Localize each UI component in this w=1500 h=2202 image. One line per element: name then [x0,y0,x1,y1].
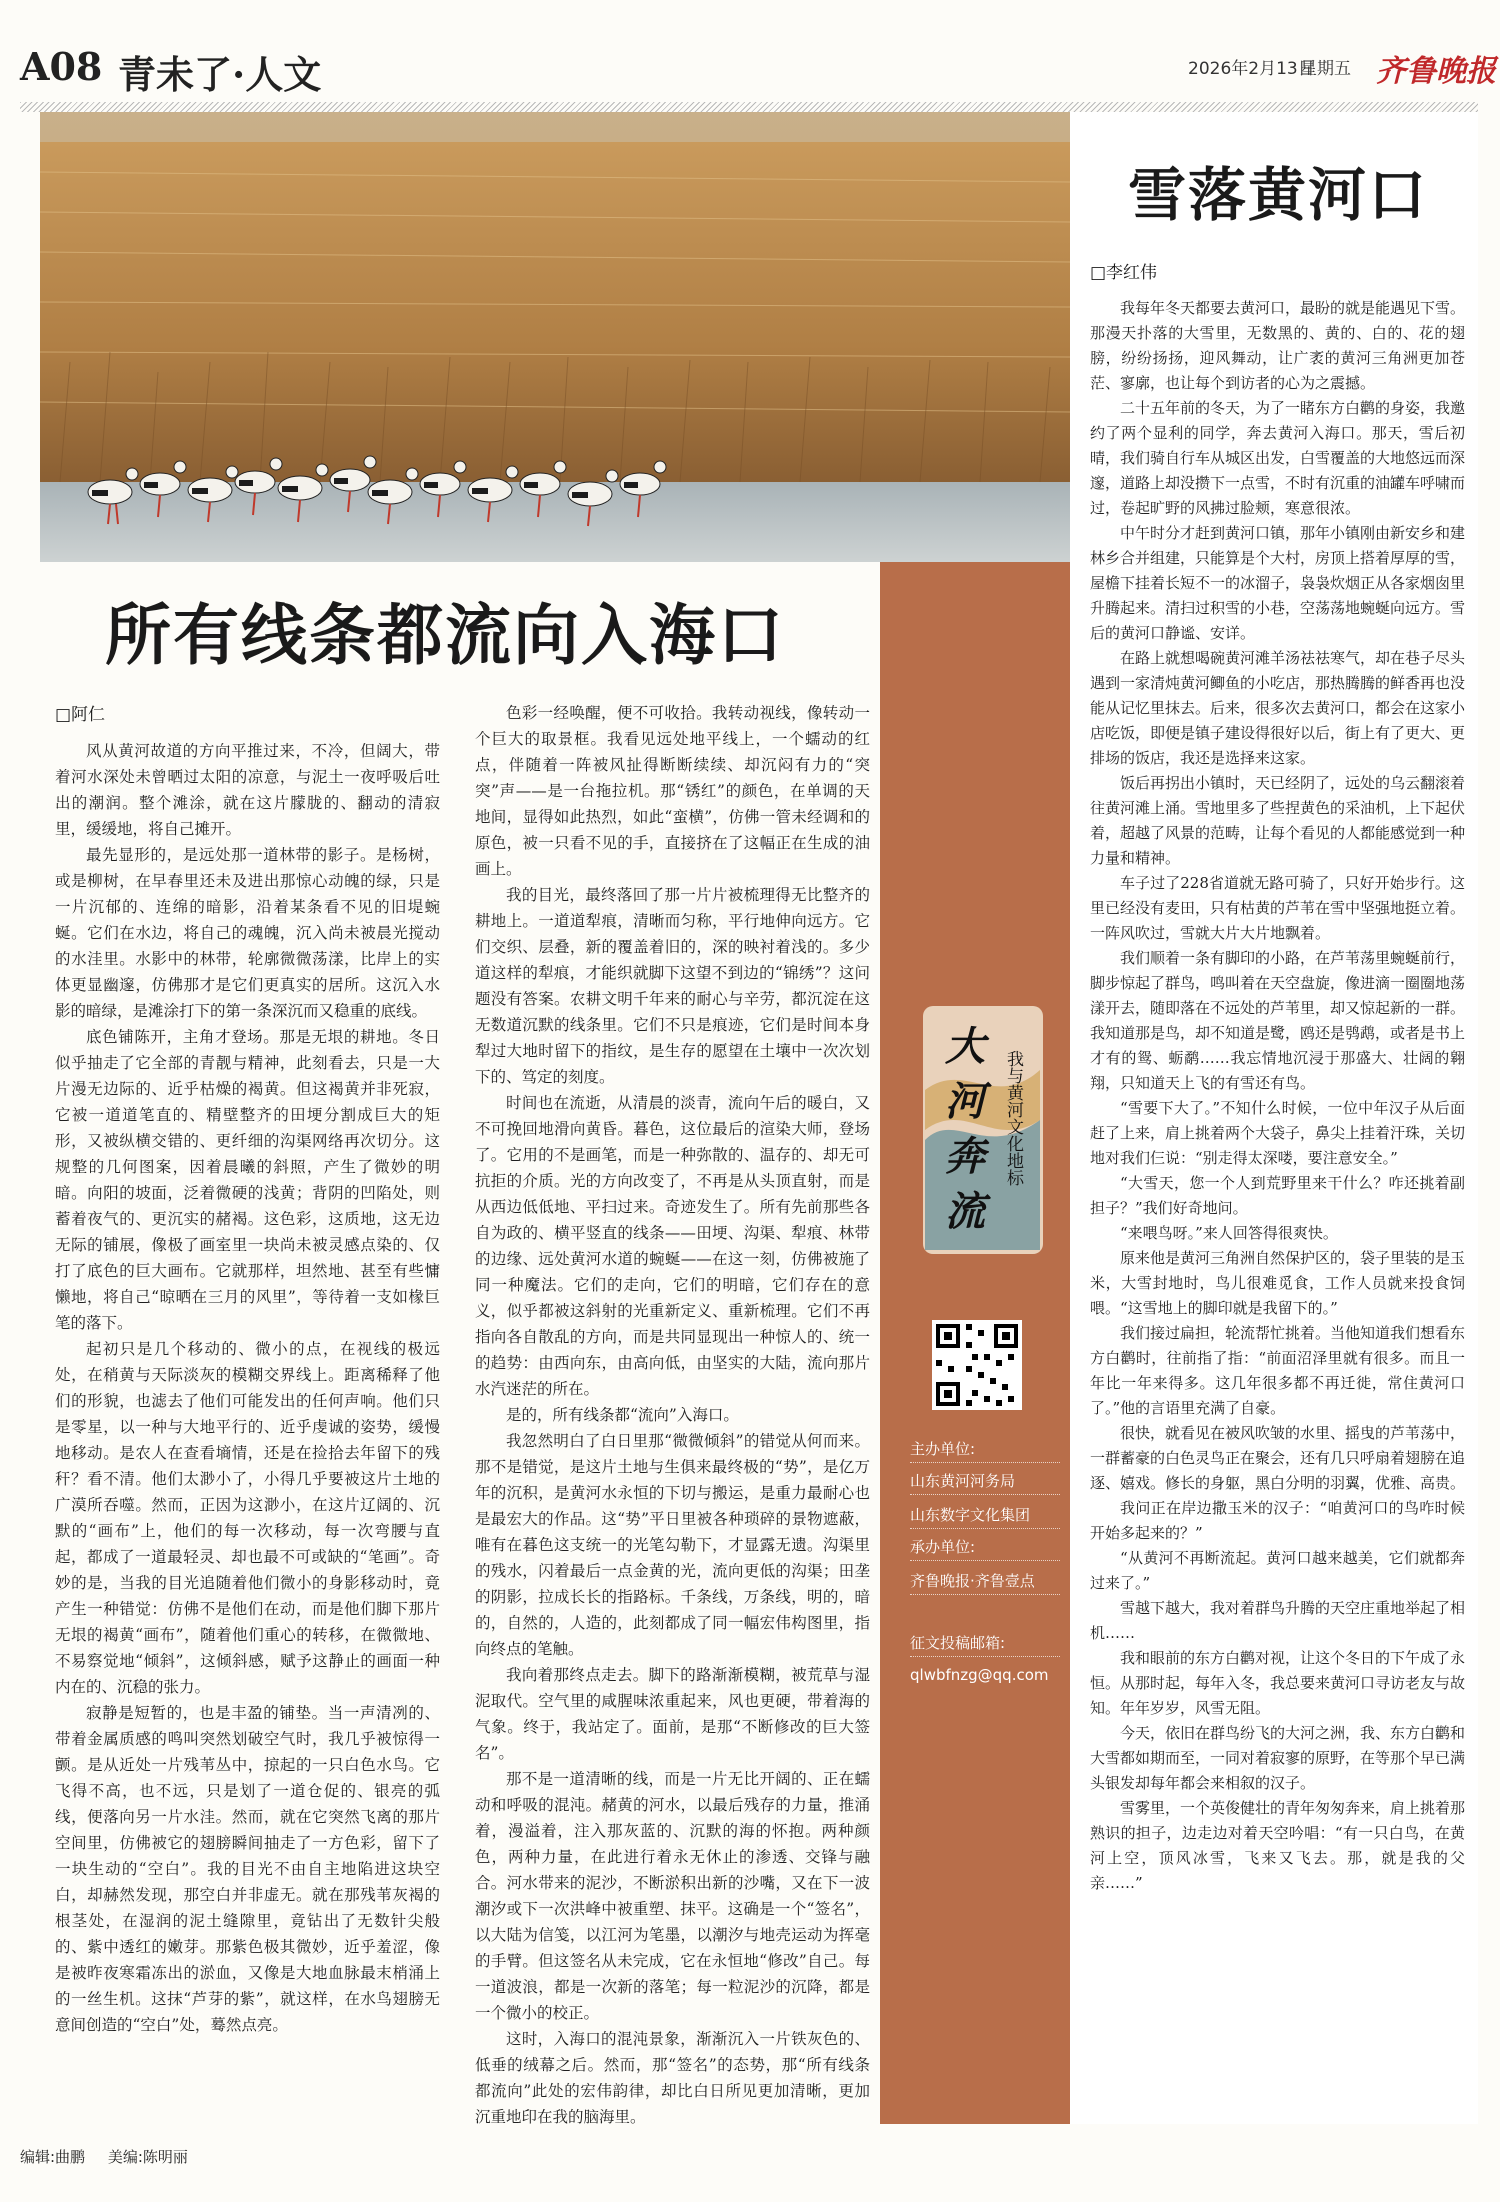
promo-artwork [905,1000,1055,1260]
article1-column-1 [55,738,440,2128]
sponsor-divider [910,1528,1060,1529]
newspaper-logo: 齐鲁晚报 [1376,54,1496,89]
sponsor-divider [910,1462,1060,1463]
series-promo [905,1000,1055,1260]
host-2: 山东数字文化集团 [910,1506,1031,1524]
organizer: 齐鲁晚报·齐鲁壹点 [910,1572,1035,1590]
article-title-main: 所有线条都流向入海口 [105,596,785,674]
article2-paragraph: 今天，依旧在群鸟纷飞的大河之洲，我、东方白鹳和大雪都如期而至，一同对着寂寥的原野，在等那个早已满头银发却每年都会来相叙的汉子。 [1090,1724,1465,1792]
sponsor-divider [910,1594,1060,1595]
article2-paragraph: 我们顺着一条有脚印的小路，在芦苇荡里蜿蜒前行，脚步惊起了群鸟，鸣叫着在天空盘旋，像进滴一圈圈地荡漾开去，随即落在不远处的芦苇里，却又惊起新的一群。我知道那是鸟，却不知道是鹭，鸥还是鸮鹉，或者是书上才有的鸳、蛎鹬……我忘情地沉浸于那盛大、壮阔的翱翔，只知道天上飞的有雪还有鸟。 [1090,949,1465,1092]
article2-paragraph: 雪雾里，一个英俊健壮的青年匆匆奔来，肩上挑着那熟识的担子，边走边对着天空吟唱：“有一只白鸟，在黄河上空，顶风冰雪，飞来又飞去。那，就是我的父亲……” [1090,1799,1465,1892]
issue-date: 2026年2月13日 [1188,59,1315,79]
article2-paragraph: 中午时分才赶到黄河口镇，那年小镇刚由新安乡和建林乡合并组建，只能算是个大村，房顶上搭着厚厚的雪，屋檐下挂着长短不一的冰溜子，袅袅炊烟正从各家烟囱里升腾起来。清扫过积雪的小巷，空荡荡地蜿蜒向远方。雪后的黄河口静谧、安详。 [1090,524,1465,642]
article2-paragraph: 我每年冬天都要去黄河口，最盼的就是能遇见下雪。那漫天扑落的大雪里，无数黑的、黄的、白的、花的翅膀，纷纷扬扬，迎风舞动，让广袤的黄河三角洲更加苍茫、寥廓，也让每个到访者的心为之震撼。 [1090,299,1465,392]
header-rule [20,102,1478,112]
article1-paragraph: 我的目光，最终落回了那一片片被梳理得无比整齐的耕地上。一道道犁痕，清晰而匀称，平行地伸向远方。它们交织、层叠，新的覆盖着旧的，深的映衬着浅的。多少道这样的犁痕，才能织就脚下这望不到边的“锦绣”？这问题没有答案。农耕文明千年来的耐心与辛劳，都沉淀在这无数道沉默的线条里。它们不只是痕迹，它们是时间本身犁过大地时留下的指纹，是生存的愿望在土壤中一次次划下的、笃定的刻度。 [475,886,870,1086]
article1-paragraph: 时间也在流逝，从清晨的淡青，流向午后的暖白，又不可挽回地滑向黄昏。暮色，这位最后的渲染大师，登场了。它用的不是画笔，而是一种弥散的、温存的、却无可抗拒的介质。光的方向改变了，不再是从头顶直射，而是从西边低低地、平扫过来。奇迹发生了。所有先前那些各自为政的、横平竖直的线条——田埂、沟渠、犁痕、林带的边缘、远处黄河水道的蜿蜒——在这一刻，仿佛被施了同一种魔法。它们的走向，它们的明暗，它们存在的意义，似乎都被这斜射的光重新定义、重新梳理。它们不再指向各自散乱的方向，而是共同显现出一种惊人的、统一的趋势：由西向东，由高向低，由坚实的大陆，流向那片水汽迷茫的所在。 [475,1094,870,1398]
sponsor-divider [910,1560,1060,1561]
host-label: 主办单位: [910,1440,976,1458]
article2-paragraph: 很快，就看见在被风吹皱的水里、摇曳的芦苇荡中，一群蓄豪的白色灵鸟正在聚会，还有几只呼扇着翅膀在追逐、嬉戏。修长的身躯，黑白分明的羽翼，优雅、高贵。 [1090,1424,1465,1492]
promo-char-1: 大 [945,1023,985,1070]
article2-paragraph: “来喂鸟呀。”来人回答得很爽快。 [1120,1224,1338,1242]
designer-credit: 美编:陈明丽 [107,2148,188,2166]
qr-code-icon [932,1320,1022,1410]
article2-paragraph: “从黄河不再断流起。黄河口越来越美，它们就都奔过来了。” [1090,1549,1465,1592]
section-title: 青未了·人文 [118,52,322,97]
article1-paragraph: 最先显形的，是远处那一道林带的影子。是杨树，或是柳树，在早春里还未及进出那惊心动魄的绿，只是一片沉郁的、连绵的暗影，沿着某条看不见的旧堤蜿蜒。它们在水边，将自己的魂魄，沉入尚未被晨光搅动的水洼里。水影中的林带，轮廓微微荡漾，比岸上的实体更显幽邃，仿佛那才是它们更真实的居所。这沉入水影的暗绿，是滩涂打下的第一条深沉而又稳重的底线。 [55,846,440,1020]
promo-char-2: 河 [945,1078,985,1125]
article2-paragraph: 雪越下越大，我对着群鸟升腾的天空庄重地举起了相机…… [1090,1599,1465,1642]
article1-paragraph: 色彩一经唤醒，便不可收拾。我转动视线，像转动一个巨大的取景框。我看见远处地平线上，一个蠕动的红点，伴随着一阵被风扯得断断续续、却沉闷有力的“突突”声——是一台拖拉机。那“锈红”的颜色，在单调的天地间，显得如此热烈，如此“蛮横”，仿佛一管未经调和的原色，被一只看不见的手，直接挤在了这幅正在生成的油画上。 [475,704,870,878]
page-footer [20,2146,188,2167]
article2-paragraph: 车子过了228省道就无路可骑了，只好开始步行。这里已经没有麦田，只有枯黄的芦苇在雪中坚强地挺立着。一阵风吹过，雪就大片大片地飘着。 [1090,874,1465,942]
article1-paragraph: 这时，入海口的混沌景象，渐渐沉入一片铁灰色的、低垂的绒幕之后。然而，那“签名”的态势，那“所有线条都流向”此处的宏伟韵律，却比白日所见更加清晰，更加沉重地印在我的脑海里。 [475,2030,870,2126]
article2-paragraph: 我问正在岸边撒玉米的汉子：“咱黄河口的鸟咋时候开始多起来的？” [1090,1499,1465,1542]
article2-paragraph: 原来他是黄河三角洲自然保护区的，袋子里装的是玉米，大雪封地时，鸟儿很难觅食，工作人员就来投食饲喂。“这雪地上的脚印就是我留下的。” [1090,1249,1465,1317]
article-title-side: 雪落黄河口 [1127,161,1428,229]
article2-paragraph: 在路上就想喝碗黄河滩羊汤祛祛寒气，却在巷子尽头遇到一家清炖黄河鲫鱼的小吃店，那热腾腾的鲜香再也没能从记忆里抹去。后来，很多次去黄河口，都会在这家小店吃饭，即便是镇子建设得很好以后，街上有了更大、更排场的饭店，我还是选择来这家。 [1090,649,1465,767]
editor-credit: 编辑:曲鹏 [20,2148,86,2166]
article2-paragraph: 我们接过扁担，轮流帮忙挑着。当他知道我们想看东方白鹳时，往前指了指：“前面沼泽里就有很多。而且一年比一年来得多。这几年很多都不再迁徙，常住黄河口了。”他的言语里充满了自豪。 [1090,1324,1465,1417]
issue-weekday: 星期五 [1300,59,1351,79]
sponsor-divider [910,1494,1060,1495]
article2-author: □李红伟 [1090,263,1158,283]
sponsor-divider [910,1656,1060,1657]
article1-paragraph: 我忽然明白了白日里那“微微倾斜”的错觉从何而来。那不是错觉，是这片土地与生俱来最终极的“势”，是亿万年的沉积，是黄河水永恒的下切与搬运，是重力最耐心也是最宏大的作品。这“势”平日里被各种琐碎的景物遮蔽，唯有在暮色这支统一的光笔勾勒下，才显露无遗。沟渠里的残水，闪着最后一点金黄的光，流向更低的沟渠；田垄的阴影，拉成长长的指路标。千条线，万条线，明的，暗的，自然的，人造的，此刻都成了同一幅宏伟构图里，指向终点的笔触。 [475,1432,870,1658]
promo-char-4: 流 [945,1188,985,1235]
storks-reeds-image [40,112,1070,562]
promo-char-3: 奔 [945,1133,985,1180]
article1-paragraph: 寂静是短暂的，也是丰盈的铺垫。当一声清冽的、带着金属质感的鸣叫突然划破空气时，我几乎被惊得一颤。是从近处一片残苇丛中，掠起的一只白色水鸟。它飞得不高，也不远，只是划了一道仓促的、银亮的弧线，便落向另一片水洼。然而，就在它突然飞离的那片空间里，仿佛被它的翅膀瞬间抽走了一方色彩，留下了一块生动的“空白”。我的目光不由自主地陷进这块空白，却赫然发现，那空白并非虚无。就在那残苇灰褐的根茎处，在湿润的泥土缝隙里，竟钻出了无数针尖般的、紫中透红的嫩芽。那紫色极其微妙，近乎羞涩，像是被昨夜寒霜冻出的淤血，又像是大地血脉最末梢涌上的一丝生机。这抹“芦芽的紫”，就这样，在水鸟翅膀无意间创造的“空白”处，蓦然点亮。 [55,1704,440,2034]
organizer-label: 承办单位: [910,1538,976,1556]
article1-column-2 [475,700,870,2130]
article2-paragraph: “雪要下大了。”不知什么时候，一位中年汉子从后面赶了上来，肩上挑着两个大袋子，鼻尖上挂着汗珠，关切地对我们仨说：“别走得太深喽，要注意安全。” [1090,1099,1465,1167]
host-1: 山东黄河河务局 [910,1472,1016,1490]
article1-author: □阿仁 [55,705,106,725]
page-code: A08 [20,44,103,89]
email-label: 征文投稿邮箱: [910,1634,1006,1652]
article1-paragraph: 起初只是几个移动的、微小的点，在视线的极远处，在稍黄与天际淡灰的模糊交界线上。距离稀释了他们的形貌，也滤去了他们可能发出的任何声响。他们只是零星，以一种与大地平行的、近乎虔诚的姿势，缓慢地移动。是农人在查看墒情，还是在捡拾去年留下的残秆？看不清。他们太渺小了，小得几乎要被这片土地的广漠所吞噬。然而，正因为这渺小，在这片辽阔的、沉默的“画布”上，他们的每一次移动，每一次弯腰与直起，都成了一道最轻灵、却也最不可或缺的“笔画”。奇妙的是，当我的目光追随着他们微小的身影移动时，竟产生一种错觉：仿佛不是他们在动，而是他们脚下那片无垠的褐黄“画布”，随着他们重心的转移，在微微地、不易察觉地“倾斜”，这倾斜感，赋予这静止的画面一种内在的、沉稳的张力。 [55,1340,440,1696]
article1-paragraph: 风从黄河故道的方向平推过来，不冷，但阔大，带着河水深处未曾晒过太阳的凉意，与泥土一夜呼吸后吐出的潮润。整个滩涂，就在这片朦胧的、翻动的清寂里，缓缓地，将自己摊开。 [55,742,440,838]
article1-paragraph: 我向着那终点走去。脚下的路渐渐模糊，被荒草与湿泥取代。空气里的咸腥味浓重起来，风也更硬，带着海的气象。终于，我站定了。面前，是那“不断修改的巨大签名”。 [475,1666,870,1762]
article2-paragraph: 饭后再拐出小镇时，天已经阴了，远处的乌云翻滚着往黄河滩上涌。雪地里多了些捏黄色的采油机，上下起伏着，超越了风景的范畴，让每个看见的人都能感觉到一种力量和精神。 [1090,774,1465,867]
storks-photo [40,112,1070,562]
article2-paragraph: 二十五年前的冬天，为了一睹东方白鹳的身姿，我邀约了两个显利的同学，奔去黄河入海口。那天，雪后初晴，我们骑自行车从城区出发，白雪覆盖的大地悠远而深邃，道路上却没攒下一点雪，不时有沉重的油罐车呼啸而过，卷起旷野的风拂过脸颊，寒意很浓。 [1090,399,1465,517]
article1-paragraph: 那不是一道清晰的线，而是一片无比开阔的、正在蠕动和呼吸的混沌。赭黄的河水，以最后残存的力量，推涌着，漫溢着，注入那灰蓝的、沉默的海的怀抱。两种颜色，两种力量，在此进行着永无休止的渗透、交锋与融合。河水带来的泥沙，不断淤积出新的沙嘴，又在下一波潮汐或下一次洪峰中被重塑、抹平。这确是一个“签名”，以大陆为信笺，以江河为笔墨，以潮汐与地壳运动为挥毫的手臂。但这签名从未完成，它在永恒地“修改”自己。每一道波浪，都是一次新的落笔；每一粒泥沙的沉降，都是一个微小的校正。 [475,1770,870,2022]
article2-column [1090,296,1465,2128]
article2-paragraph: 我和眼前的东方白鹳对视，让这个冬日的下午成了永恒。从那时起，每年入冬，我总要来黄河口寻访老友与故知。年年岁岁，风雪无阻。 [1090,1649,1465,1717]
submission-email[interactable]: qlwbfnzg@qq.com [910,1666,1049,1684]
article2-paragraph: “大雪天，您一个人到荒野里来干什么？咋还挑着副担子？”我们好奇地问。 [1090,1174,1465,1217]
article1-paragraph: 是的，所有线条都“流向”入海口。 [506,1406,739,1424]
article1-paragraph: 底色铺陈开，主角才登场。那是无垠的耕地。冬日似乎抽走了它全部的青靓与精神，此刻看去，只是一大片漫无边际的、近乎枯燥的褐黄。但这褐黄并非死寂，它被一道道笔直的、精壁整齐的田埂分割成巨大的矩形，又被纵横交错的、更纤细的沟渠网络再次切分。这规整的几何图案，因着晨曦的斜照，产生了微妙的明暗。向阳的坡面，泛着微硬的浅黄；背阴的凹陷处，则蓄着夜气的、更沉实的赭褐。这色彩，这质地，这无边无际的铺展，像极了画室里一块尚未被灵感点染的、仅打了底色的巨大画布。它就那样，坦然地、甚至有些慵懒地，将自己“晾晒在三月的风里”，等待着一支如椽巨笔的落下。 [55,1028,440,1332]
promo-subtitle: 我与黄河文化地标 [1003,1050,1023,1186]
